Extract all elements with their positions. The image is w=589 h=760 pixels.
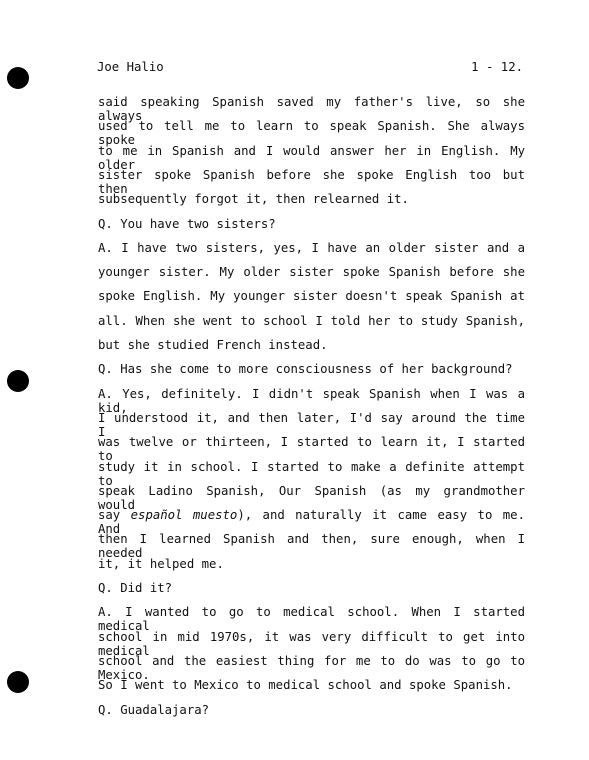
- transcript-line: A. Yes, definitely. I didn't speak Spanish when I was a kid,: [98, 386, 525, 415]
- binder-hole-middle: [7, 370, 29, 392]
- line-segment: say: [98, 508, 131, 523]
- transcript-line: all. When she went to school I told her to study Spanish,: [98, 313, 525, 328]
- transcript-line: younger sister. My older sister spoke Spanish before she: [98, 265, 525, 280]
- transcript-line: So I went to Mexico to medical school and spoke Spanish.: [98, 678, 513, 693]
- transcript-line: Q. Has she come to more consciousness of her background?: [98, 362, 513, 377]
- transcript-line: spoke English. My younger sister doesn't speak Spanish at: [98, 289, 525, 304]
- line-segment: ), and naturally it came easy to me. And: [98, 508, 525, 537]
- header-page-number: 1 - 12.: [471, 60, 523, 74]
- transcript-line: it, it helped me.: [98, 556, 224, 571]
- transcript-line: A. I have two sisters, yes, I have an older sister and a: [98, 240, 525, 255]
- transcript-line: sister spoke Spanish before she spoke English too but then: [98, 167, 525, 196]
- transcript-line: said speaking Spanish saved my father's live, so she always: [98, 95, 525, 123]
- transcript-line: used to tell me to learn to speak Spanish. She always spoke: [98, 119, 525, 148]
- binder-hole-bottom: [7, 671, 29, 693]
- transcript-line: was twelve or thirteen, I started to learn it, I started to: [98, 435, 525, 464]
- transcript-line: then I learned Spanish and then, sure enough, when I needed: [98, 532, 525, 561]
- transcript-line: Q. You have two sisters?: [98, 216, 276, 231]
- transcript-line: I understood it, and then later, I'd say around the time I: [98, 410, 525, 439]
- transcript-line: school in mid 1970s, it was very difficult to get into medical: [98, 629, 525, 658]
- transcript-line: study it in school. I started to make a definite attempt to: [98, 459, 525, 488]
- transcript-line: but she studied French instead.: [98, 338, 328, 352]
- transcript-line: speak Ladino Spanish, Our Spanish (as my grandmother would: [98, 483, 525, 512]
- binder-hole-top: [7, 67, 29, 89]
- italic-phrase: español muesto: [130, 508, 238, 523]
- transcript-line: A. I wanted to go to medical school. When I started medical: [98, 605, 525, 634]
- header-name: Joe Halio: [97, 60, 164, 74]
- transcript-line: Q. Did it?: [98, 581, 173, 595]
- transcript-line: to me in Spanish and I would answer her in English. My older: [98, 143, 525, 172]
- transcript-line: Q. Guadalajara?: [98, 702, 210, 717]
- transcript-line: school and the easiest thing for me to do was to go to Mexico.: [98, 653, 525, 682]
- transcript-line: subsequently forgot it, then relearned it.: [98, 192, 409, 207]
